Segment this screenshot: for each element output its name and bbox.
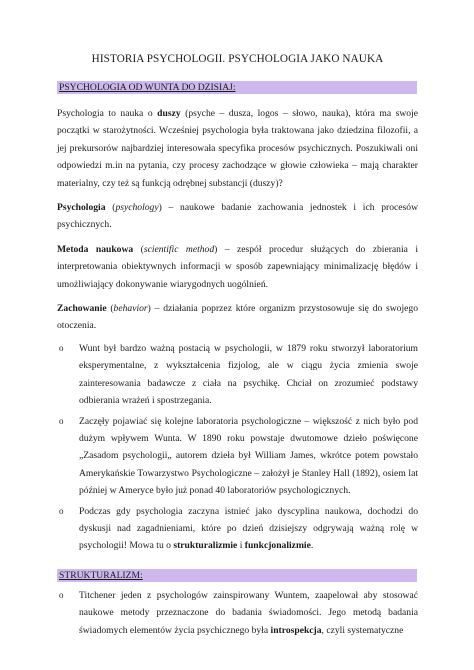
definition-paren: ( [133, 243, 144, 255]
bullet-icon: o [59, 342, 64, 353]
list-item [57, 340, 418, 410]
bold-term-introspection: introspekcja [270, 624, 322, 636]
definition-english: psychology [115, 202, 159, 214]
definition-english: behavior [113, 303, 148, 315]
list-item [57, 587, 418, 639]
definition-term: Psychologia [57, 202, 106, 214]
intro-bold-term: duszy [157, 108, 181, 119]
definition-paren: ( [106, 303, 114, 315]
bold-term-functionalism: funkcjonalizmie [244, 540, 311, 552]
definition-paren: ( [105, 202, 116, 214]
list-item-text: Zaczęły pojawiać się kolejne laboratoria psychologiczne – większość z nich było pod dużym wpływem Wunta. W 1890 roku powstaje dwutomowe dzieło poświęcone „Zasadom psychologii„ autorem dzieła był William James, wkrótce potem powstało Amerykańskie Towarzystwo Psychologiczne – założył je Stanley Hall (1892), osiem lat później w Ameryce było już ponad 40 laboratoriów psychologicznych. [79, 415, 418, 497]
document-title: HISTORIA PSYCHOLOGII. PSYCHOLOGIA JAKO NAUKA [91, 53, 384, 65]
intro-text-rest: (psyche – dusza, logos – słowo, nauka), która ma swoje początki w starożytności. Wcześniej psychologia była traktowana jako dziedzina filozofii, a jej prekursorów najbardziej interesowała specyfika procesów psychicznych. Poszukiwali oni odpowiedzi m.in na pytania, czy procesy zachodzące w głowie człowieka – mają charakter materialny, czy też są funkcją odrębnej substancji (duszy)? [57, 108, 418, 189]
list-item [57, 413, 418, 500]
list-item-text: Podczas gdy psychologia zaczyna istnieć jako dyscyplina naukowa, dochodzi do dyskusji nad zagadnieniami, które po dzień dzisiejszy odgrywają ważną rolę w psychologii! Mowa tu o [79, 505, 418, 552]
bullet-icon: o [59, 415, 64, 426]
structuralism-bullet-list [57, 587, 418, 639]
definition-text: ) – działania poprzez które organizm przystosowuje się do swojego otoczenia. [57, 303, 418, 332]
bullet-icon: o [59, 505, 64, 516]
list-item-text: Wunt był bardzo ważną postacią w psychologii, w 1879 roku stworzył laboratorium eksperymentalne, z wykształcenia fizjolog, ale w ciągu życia zmienia swoje zainteresowania badawcze z ciała na psychikę. Chciał on zrozumieć podstawy odbierania wrażeń i spostrzegania. [79, 342, 418, 407]
definition-scientific-method [57, 241, 418, 293]
list-item-text: . [310, 540, 314, 552]
section-heading-structuralism [57, 569, 417, 582]
definition-text: ) – zespół procedur służących do zbierania i interpretowania obiektywnych informacji w sposób zapewniający minimalizację błędów i umożliwiający dokonywanie wiarygodnych uogólnień. [57, 243, 419, 290]
list-item [57, 503, 418, 555]
definition-english: scientific method [143, 243, 215, 255]
definition-behavior [57, 300, 418, 335]
list-item-text: i [237, 540, 245, 552]
history-bullet-list [57, 340, 418, 555]
definition-text: ) – naukowe badanie zachowania jednostek i ich procesów psychicznych. [57, 202, 418, 231]
intro-paragraph [57, 105, 418, 192]
definition-term: Zachowanie [57, 303, 107, 315]
section-heading-text: STRUKTURALIZM: [59, 569, 143, 581]
list-item-text: , czyli systematyczne [321, 624, 404, 636]
section-heading-wunt [57, 81, 417, 94]
list-item-text: Titchener jeden z psychologów zainspirowany Wuntem, zaapelował aby stosować naukowe metody przeznaczone do badania świadomości. Jego metodą badania świadomych elementów życia psychicznego była [79, 589, 418, 636]
section-heading-text: PSYCHOLOGIA OD WUNTA DO DZISIAJ: [59, 82, 236, 93]
intro-text: Psychologia to nauka o [57, 108, 158, 119]
bullet-icon: o [59, 589, 64, 600]
definition-term: Metoda naukowa [57, 243, 134, 255]
definition-psychology [57, 199, 418, 234]
bold-term-structuralism: strukturalizmie [173, 540, 238, 552]
